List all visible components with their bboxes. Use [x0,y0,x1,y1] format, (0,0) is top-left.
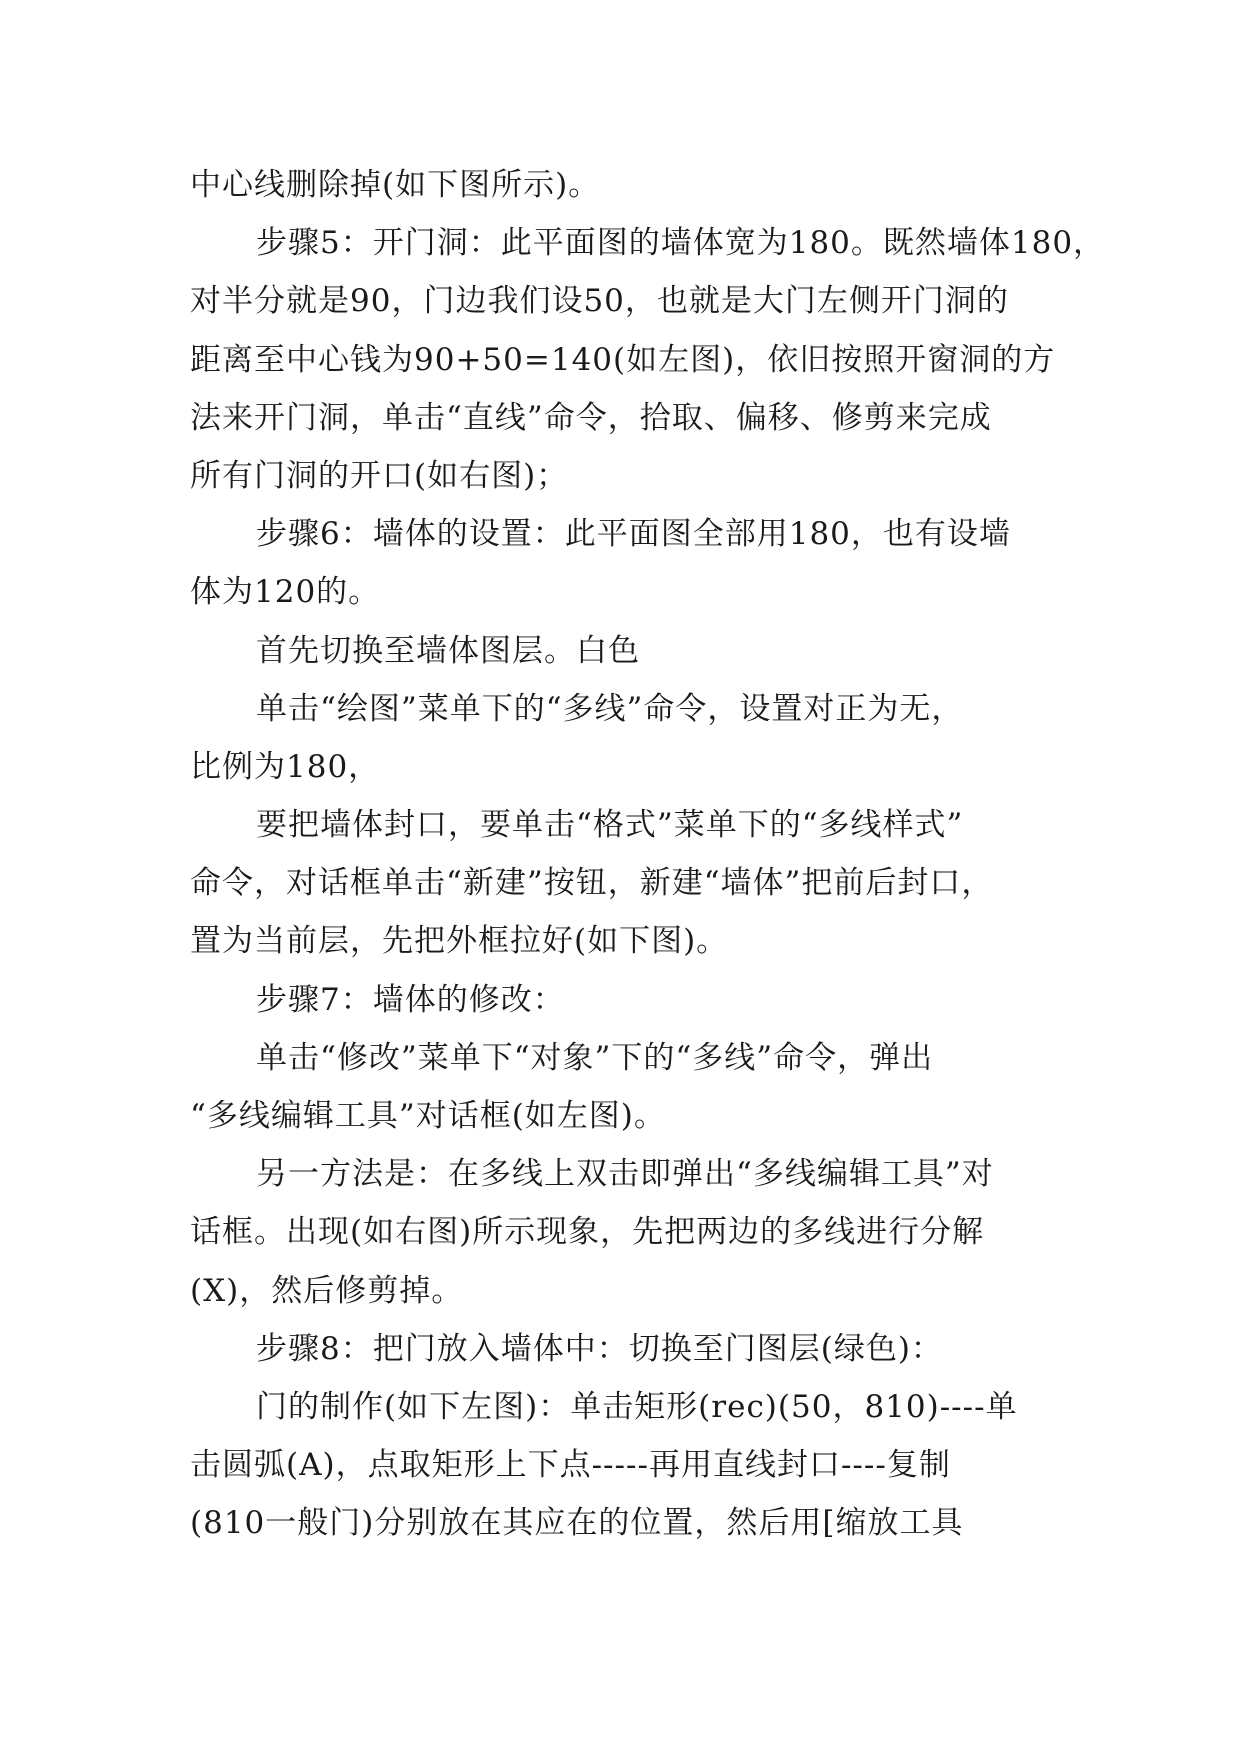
text-line: 步骤8：把门放入墙体中：切换至门图层(绿色)： [256,1330,943,1367]
text-line: 要把墙体封口，要单击“格式”菜单下的“多线样式” [256,807,964,844]
body-text [190,156,1106,1553]
text-line: 另一方法是：在多线上双击即弹出“多线编辑工具”对 [256,1156,994,1193]
text-line: 比例为180， [190,748,381,785]
text-line: 击圆弧(A)，点取矩形上下点-----再用直线封口----复制 [190,1447,951,1484]
text-line: “多线编辑工具”对话框(如左图)。 [190,1098,666,1134]
text-line: 中心线删除掉(如下图所示)。 [190,167,601,203]
text-line: 话框。出现(如右图)所示现象，先把两边的多线进行分解 [190,1214,985,1251]
text-line: (810一般门)分别放在其应在的位置，然后用[缩放工具 [190,1505,964,1542]
text-line: (X)，然后修剪掉。 [190,1272,464,1309]
text-line: 步骤5：开门洞：此平面图的墙体宽为180。既然墙体180， [256,225,1106,262]
text-line: 置为当前层，先把外框拉好(如下图)。 [190,923,729,960]
text-line: 首先切换至墙体图层。白色 [256,632,640,669]
text-line: 对半分就是90，门边我们设50，也就是大门左侧开门洞的 [190,283,1009,320]
text-line: 单击“绘图”菜单下的“多线”命令，设置对正为无， [256,690,964,727]
text-line: 体为120的。 [190,574,381,611]
text-line: 步骤6：墙体的设置：此平面图全部用180，也有设墙 [256,516,1011,553]
text-line: 门的制作(如下左图)：单击矩形(rec)(50，810)----单 [256,1388,1018,1425]
text-line: 所有门洞的开口(如右图)； [190,457,569,494]
text-line: 距离至中心钱为90+50=140(如左图)，依旧按照开窗洞的方 [190,341,1056,378]
text-line: 步骤7：墙体的修改： [256,981,565,1018]
text-line: 单击“修改”菜单下“对象”下的“多线”命令，弹出 [256,1039,934,1076]
text-line: 法来开门洞，单击“直线”命令，拾取、偏移、修剪来完成 [190,399,992,436]
text-line: 命令，对话框单击“新建”按钮，新建“墙体”把前后封口， [190,865,994,902]
